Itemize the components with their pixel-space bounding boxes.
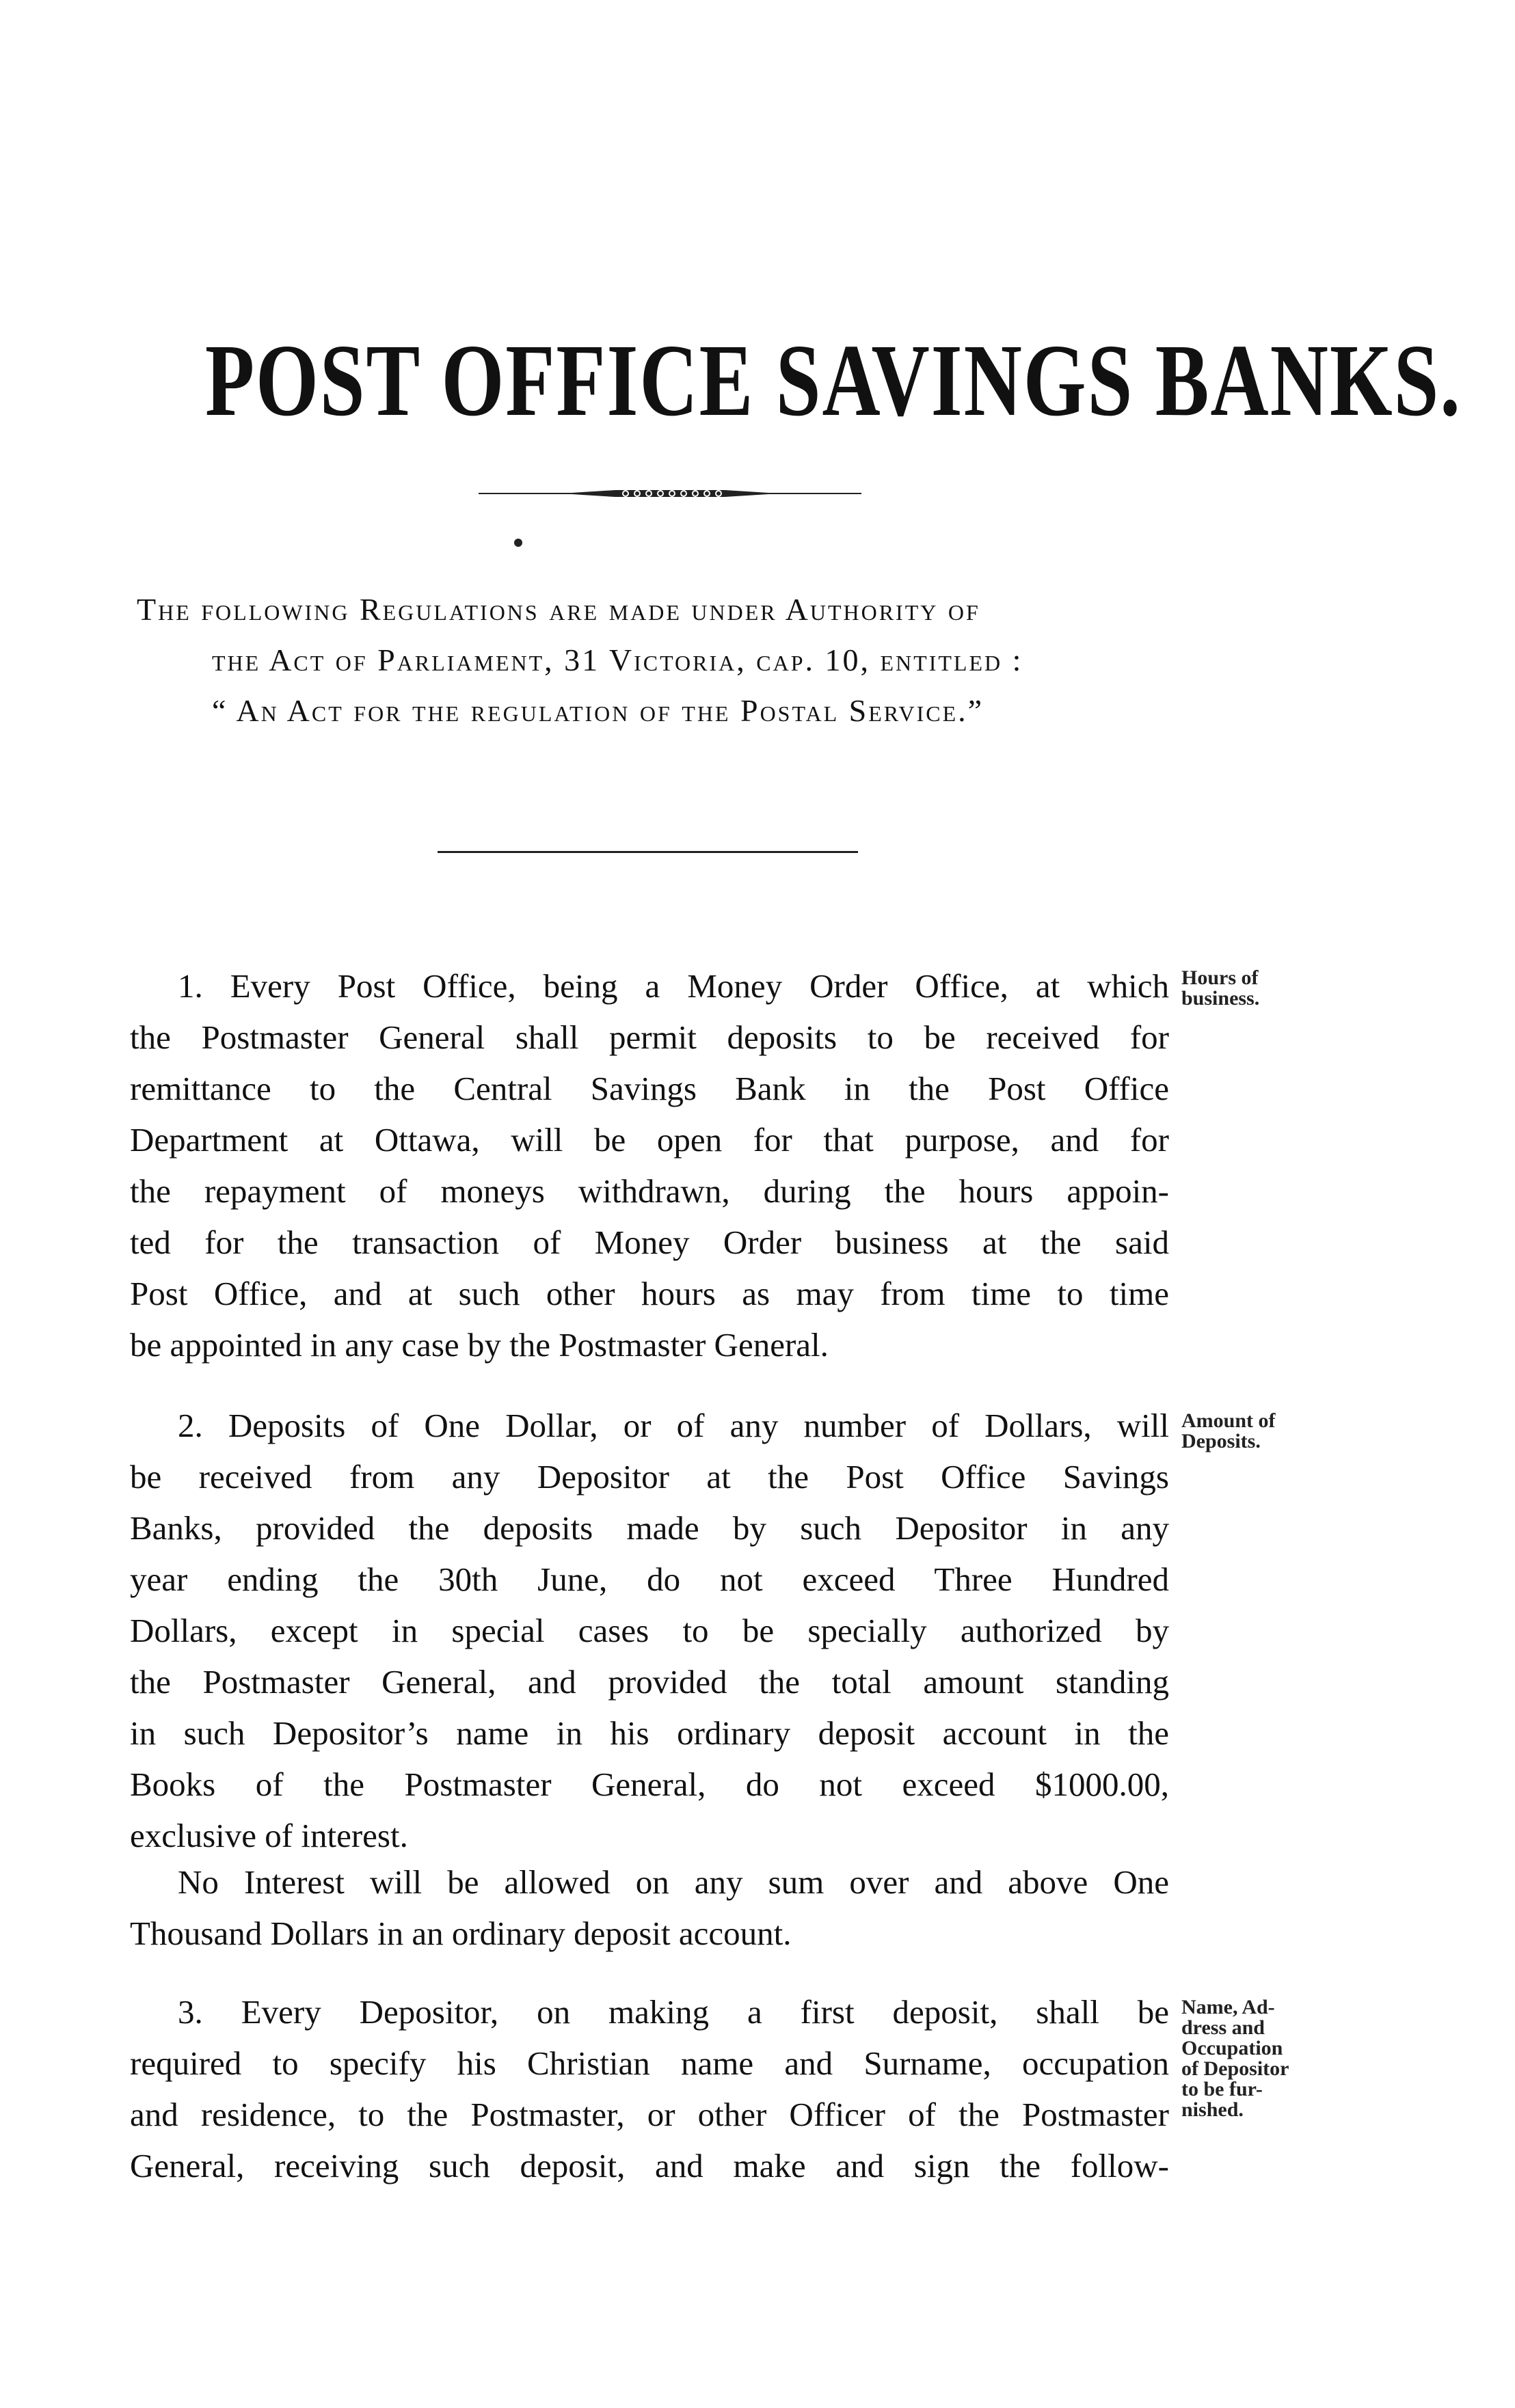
text-line: ted for the transaction of Money Order business at the said	[130, 1223, 1169, 1261]
sidenote-line: Name, Ad-	[1181, 1996, 1275, 2018]
text-line: Post Office, and at such other hours as may from time to time	[130, 1275, 1169, 1312]
sidenote-hours-of-business	[1181, 968, 1259, 1009]
sidenote-line: Hours of	[1181, 966, 1259, 989]
preamble	[137, 584, 1190, 736]
sidenote-amount-of-deposits	[1181, 1411, 1276, 1452]
sidenote-line: nished.	[1181, 2098, 1244, 2121]
section-1	[130, 960, 1169, 1370]
text-line: Department at Ottawa, will be open for that purpose, and for	[130, 1121, 1169, 1159]
sidenote-line: business.	[1181, 987, 1260, 1010]
text-line: 1. Every Post Office, being a Money Order Office, at which	[178, 967, 1169, 1005]
page-title: POST OFFICE SAVINGS BANKS.	[205, 323, 1462, 438]
preamble-line: the Act of Parliament, 31 Victoria, cap. 10, entitled :	[212, 642, 1023, 677]
text-line: be appointed in any case by the Postmaster General.	[130, 1326, 829, 1364]
text-line: Dollars, except in special cases to be specially authorized by	[130, 1612, 1169, 1649]
text-line: exclusive of interest.	[130, 1817, 408, 1854]
sidenote-line: Amount of	[1181, 1409, 1276, 1432]
text-line: the Postmaster General shall permit deposits to be received for	[130, 1018, 1169, 1056]
text-line: in such Depositor’s name in his ordinary deposit account in the	[130, 1714, 1169, 1752]
decorative-dot	[514, 539, 522, 547]
text-line: the Postmaster General, and provided the total amount standing	[130, 1663, 1169, 1701]
text-line: No Interest will be allowed on any sum over and above One	[178, 1863, 1169, 1901]
text-line: be received from any Depositor at the Post Office Savings	[130, 1458, 1169, 1496]
sidenote-line: Deposits.	[1181, 1430, 1261, 1452]
horizontal-rule	[438, 851, 858, 853]
text-line: 2. Deposits of One Dollar, or of any number of Dollars, will	[178, 1407, 1169, 1444]
text-line: General, receiving such deposit, and make and sign the follow-	[130, 2147, 1169, 2184]
section-3	[130, 1986, 1169, 2191]
preamble-line: The following Regulations are made under Authority of	[137, 592, 980, 627]
sidenote-name-address-occupation	[1181, 1997, 1289, 2120]
section-2	[130, 1400, 1169, 1861]
text-line: required to specify his Christian name and Surname, occupation	[130, 2044, 1169, 2082]
text-line: 3. Every Depositor, on making a first deposit, shall be	[178, 1993, 1169, 2031]
text-line: Banks, provided the deposits made by such Depositor in any	[130, 1509, 1169, 1547]
sidenote-line: of Depositor	[1181, 2057, 1289, 2080]
text-line: remittance to the Central Savings Bank in the Post Office	[130, 1070, 1169, 1107]
text-line: Books of the Postmaster General, do not exceed $1000.00,	[130, 1766, 1169, 1803]
sidenote-line: dress and	[1181, 2016, 1265, 2039]
sidenote-line: Occupation	[1181, 2037, 1283, 2059]
text-line: year ending the 30th June, do not exceed Three Hundred	[130, 1560, 1169, 1598]
sidenote-line: to be fur-	[1181, 2078, 1263, 2100]
ornament-divider	[479, 487, 861, 500]
text-line: Thousand Dollars in an ordinary deposit account.	[130, 1915, 792, 1952]
text-line: and residence, to the Postmaster, or other Officer of the Postmaster	[130, 2096, 1169, 2133]
section-2-note	[130, 1856, 1169, 1959]
text-line: the repayment of moneys withdrawn, during the hours appoin-	[130, 1172, 1169, 1210]
preamble-line: “ An Act for the regulation of the Postal Service.”	[212, 693, 984, 728]
